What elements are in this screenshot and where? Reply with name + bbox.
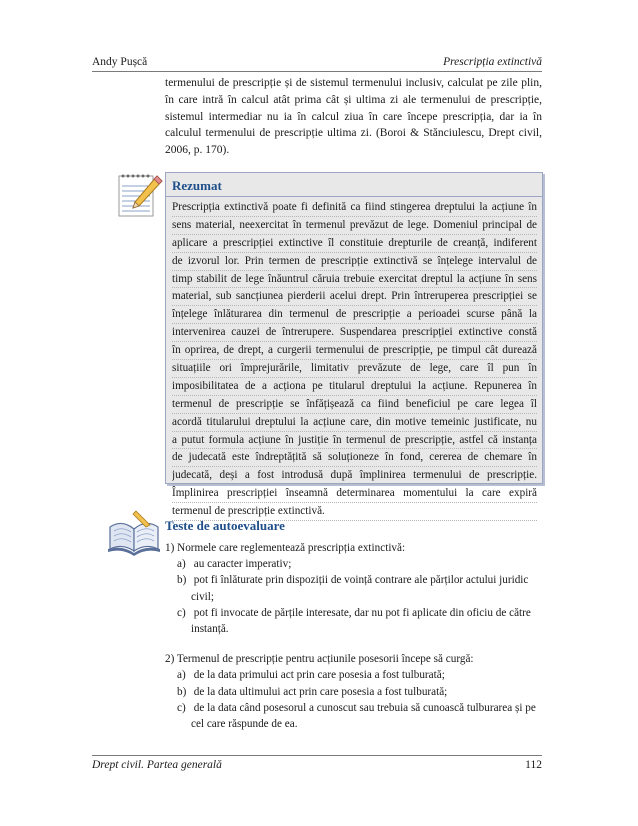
summary-body: [172, 199, 537, 521]
option-text: au caracter imperativ;: [193, 558, 292, 571]
summary-line: a putut formula acțiune în justiție în termenul de prescripție, astfel că instanța: [172, 432, 537, 450]
answer-option: [165, 667, 542, 683]
option-text: de la data când posesorul a cunoscut sau trebuia să cunoască tulburarea și pe cel care răspunde de ea.: [191, 701, 536, 731]
summary-line: sens material, neexercitat în termenul prevăzut de lege. Domeniul principal de: [172, 217, 537, 235]
option-letter: b): [177, 574, 187, 587]
summary-box: [165, 172, 543, 518]
summary-line: intervenirea cauzei de întrerupere. Suspendarea prescripției extinctive constă: [172, 324, 537, 342]
footer-divider: [92, 755, 542, 756]
header-divider: [92, 71, 542, 72]
footer-course: Drept civil. Partea generală: [92, 759, 222, 771]
answer-option: [165, 572, 542, 604]
summary-line: înțelege înlăturarea din termenul de prescripție a perioadei scurse până la: [172, 306, 537, 324]
answer-option: [165, 556, 542, 572]
intro-text: termenului de prescripție și de sistemul termenului inclusiv, calculat pe zile plin, în care intră în calcul atât prima cât și ultima zi ale termenului de prescripție, sistemul intermediar nu ia în calcul ziua în care începe prescripția, dar ia în calculul termenului de prescripție ultima zi. (Boroi & Stănciulescu, Drept civil, 2006, p. 170).: [165, 77, 542, 157]
question: [165, 540, 542, 637]
summary-line: de judecată este îndreptățită să soluționeze în fond, cererea de chemare în: [172, 449, 537, 467]
option-letter: a): [177, 558, 186, 571]
option-letter: c): [177, 606, 186, 619]
summary-line: aplicare a prescripției extinctive îl constituie drepturile de creanță, indiferent: [172, 235, 537, 253]
summary-line: Prescripția extinctivă poate fi definită ca fiind stingerea dreptului la acțiune în: [172, 199, 537, 217]
summary-line: situațiile ori împrejurările, limitativ prevăzute de lege, care îl pun în: [172, 360, 537, 378]
open-book-icon: [106, 507, 162, 557]
summary-line: acordă titularului dreptului la acțiune care, din motive temeinic justificate, nu: [172, 414, 537, 432]
header-author: Andy Pușcă: [92, 56, 148, 68]
summary-line: Împlinirea prescripției înseamnă determinarea momentului la care expiră: [172, 485, 537, 503]
summary-line: timp stabilit de lege înăuntrul căruia trebuie exercitat dreptul la acțiune în sens: [172, 271, 537, 289]
header-chapter: Prescripția extinctivă: [443, 56, 542, 68]
summary-line: în oprirea, de drept, a curgerii termenului de prescripție, pe timpul cât durează: [172, 342, 537, 360]
summary-line: termenul de prescripție se înfățișează ca fiind beneficiul pe care legea îl: [172, 396, 537, 414]
tests-title: Teste de autoevaluare: [165, 518, 285, 533]
notepad-pencil-icon: [113, 170, 165, 222]
option-text: de la data ultimului act prin care posesia a fost tulburată;: [193, 685, 448, 698]
question-stem: 1) Normele care reglementează prescripția extinctivă:: [165, 542, 406, 554]
summary-line: de izvorul lor. Prin termen de prescripție extinctivă se înțelege intervalul de: [172, 253, 537, 271]
option-letter: b): [177, 685, 187, 698]
intro-paragraph: [165, 75, 542, 159]
self-assessment-section: [165, 518, 542, 732]
option-letter: c): [177, 701, 186, 714]
page-footer: [92, 759, 542, 777]
option-text: pot fi invocate de părțile interesate, dar nu pot fi aplicate din oficiu de către instanță.: [191, 606, 531, 636]
answer-option: [165, 684, 542, 700]
summary-title-divider: [166, 196, 542, 197]
option-text: pot fi înlăturate prin dispoziții de voință contrare ale părților actului juridic civil;: [191, 574, 529, 603]
option-letter: a): [177, 669, 186, 682]
question: [165, 651, 542, 732]
summary-title: Rezumat: [172, 178, 222, 193]
question-stem: 2) Termenul de prescripție pentru acțiunile posesorii începe să curgă:: [165, 653, 474, 666]
answer-option: [165, 700, 542, 732]
answer-option: [165, 605, 542, 637]
page-number: 112: [525, 759, 542, 771]
summary-line: imposibilitatea de a acționa pe titularul dreptului la acțiune. Repunerea în: [172, 378, 537, 396]
summary-line: termenul de prescripție extinctivă.: [172, 503, 537, 521]
summary-line: material, sub sancțiunea pierderii acelui drept. Prin întreruperea prescripției se: [172, 288, 537, 306]
option-text: de la data primului act prin care posesia a fost tulburată;: [193, 669, 445, 682]
summary-line: judecată, deși a fost introdusă după împlinirea termenului de prescripție.: [172, 467, 537, 485]
